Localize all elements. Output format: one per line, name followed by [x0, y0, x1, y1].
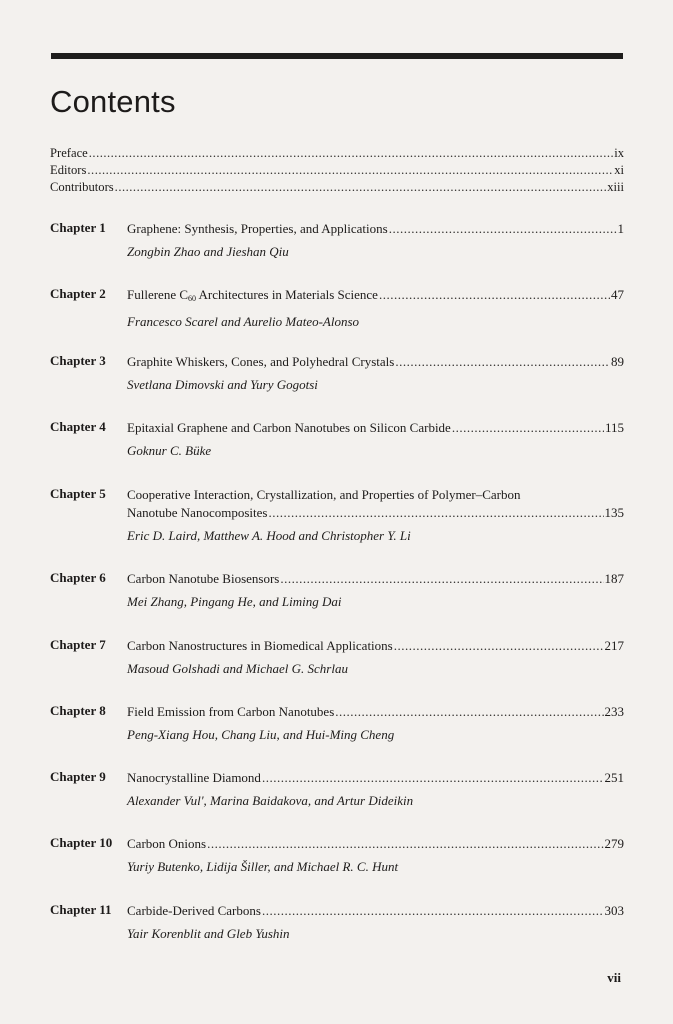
chapter-page: 233 — [604, 704, 624, 719]
chapter-label: Chapter 3 — [50, 353, 106, 368]
chapter-authors: Francesco Scarel and Aurelio Mateo-Alonso — [127, 314, 360, 329]
dot-leader — [87, 163, 613, 178]
chapter-label: Chapter 4 — [50, 419, 106, 434]
chapter-page: 303 — [604, 903, 624, 918]
dot-leader — [268, 504, 603, 522]
dot-leader — [207, 835, 603, 853]
chapter-authors: Svetlana Dimovski and Yury Gogotsi — [127, 377, 318, 392]
front-matter-list — [50, 146, 624, 197]
chapter-authors: Masoud Golshadi and Michael G. Schrlau — [127, 661, 348, 676]
chapter-title-prefix: Fullerene C — [127, 287, 189, 302]
chapter-authors: Peng-Xiang Hou, Chang Liu, and Hui-Ming Cheng — [127, 727, 395, 742]
chapter-title-suffix: Architectures in Materials Science — [196, 287, 378, 302]
chapter-title: Epitaxial Graphene and Carbon Nanotubes on Silicon Carbide — [127, 420, 451, 435]
entry-label: Preface — [50, 146, 88, 160]
toc-entry-editors[interactable] — [50, 163, 624, 180]
dot-leader — [262, 902, 604, 920]
entry-label: Contributors — [50, 180, 114, 194]
entry-page: xi — [614, 163, 624, 177]
chapter-authors: Yair Korenblit and Gleb Yushin — [127, 926, 290, 941]
chapter-authors: Goknur C. Büke — [127, 443, 212, 458]
chapter-page: 47 — [611, 287, 624, 302]
chapter-page: 217 — [604, 638, 624, 653]
chapter-title: Field Emission from Carbon Nanotubes — [127, 704, 335, 719]
dot-leader — [379, 286, 610, 304]
chapter-authors: Mei Zhang, Pingang He, and Liming Dai — [127, 594, 342, 609]
dot-leader — [115, 180, 607, 195]
toc-entry-preface[interactable] — [50, 146, 624, 163]
chapter-title: Carbide-Derived Carbons — [127, 903, 261, 918]
dot-leader — [280, 570, 603, 588]
chapter-label: Chapter 11 — [50, 902, 112, 917]
chapter-label: Chapter 7 — [50, 637, 106, 652]
chapter-page: 187 — [604, 571, 624, 586]
chapter-label: Chapter 10 — [50, 835, 113, 850]
dot-leader — [389, 220, 617, 238]
chapter-label: Chapter 8 — [50, 703, 106, 718]
chapter-page: 251 — [604, 770, 624, 785]
chapter-title-line-2: Nanotube Nanocomposites — [127, 505, 268, 520]
dot-leader — [335, 703, 603, 721]
chapter-authors: Zongbin Zhao and Jieshan Qiu — [127, 244, 289, 259]
chapter-page: 279 — [604, 836, 624, 851]
chapter-title: Carbon Nanostructures in Biomedical Applications — [127, 638, 393, 653]
dot-leader — [89, 146, 613, 161]
dot-leader — [452, 419, 604, 437]
dot-leader — [395, 353, 610, 371]
toc-entry-contributors[interactable] — [50, 180, 624, 197]
chapter-authors: Eric D. Laird, Matthew A. Hood and Christopher Y. Li — [127, 528, 411, 543]
entry-label: Editors — [50, 163, 87, 177]
page-number: vii — [607, 970, 621, 985]
chapter-title: Graphene: Synthesis, Properties, and Applications — [127, 221, 388, 236]
chapter-title: Nanocrystalline Diamond — [127, 770, 261, 785]
chapter-title: Graphite Whiskers, Cones, and Polyhedral Crystals — [127, 354, 395, 369]
chapter-label: Chapter 2 — [50, 286, 106, 301]
header-rule — [51, 53, 623, 59]
page-title: Contents — [50, 84, 176, 119]
chapter-title — [127, 286, 378, 308]
chapter-title: Carbon Onions — [127, 836, 207, 851]
entry-page: ix — [614, 146, 624, 160]
chapter-authors: Alexander Vul', Marina Baidakova, and Artur Dideikin — [127, 793, 414, 808]
chapter-page: 89 — [611, 354, 624, 369]
chapter-label: Chapter 1 — [50, 220, 106, 235]
chapter-page: 135 — [604, 505, 624, 520]
entry-page: xiii — [607, 180, 624, 194]
chapter-title-line-1: Cooperative Interaction, Crystallization, and Properties of Polymer–Carbon — [127, 487, 521, 502]
chapter-label: Chapter 5 — [50, 486, 106, 501]
dot-leader — [262, 769, 604, 787]
chapter-title-subscript: 60 — [188, 294, 197, 303]
dot-leader — [394, 637, 604, 655]
chapter-label: Chapter 6 — [50, 570, 106, 585]
chapter-title: Carbon Nanotube Biosensors — [127, 571, 280, 586]
chapter-page: 1 — [617, 221, 624, 236]
chapter-label: Chapter 9 — [50, 769, 106, 784]
chapter-authors: Yuriy Butenko, Lidija Šiller, and Michael R. C. Hunt — [127, 859, 399, 874]
chapter-page: 115 — [604, 420, 624, 435]
